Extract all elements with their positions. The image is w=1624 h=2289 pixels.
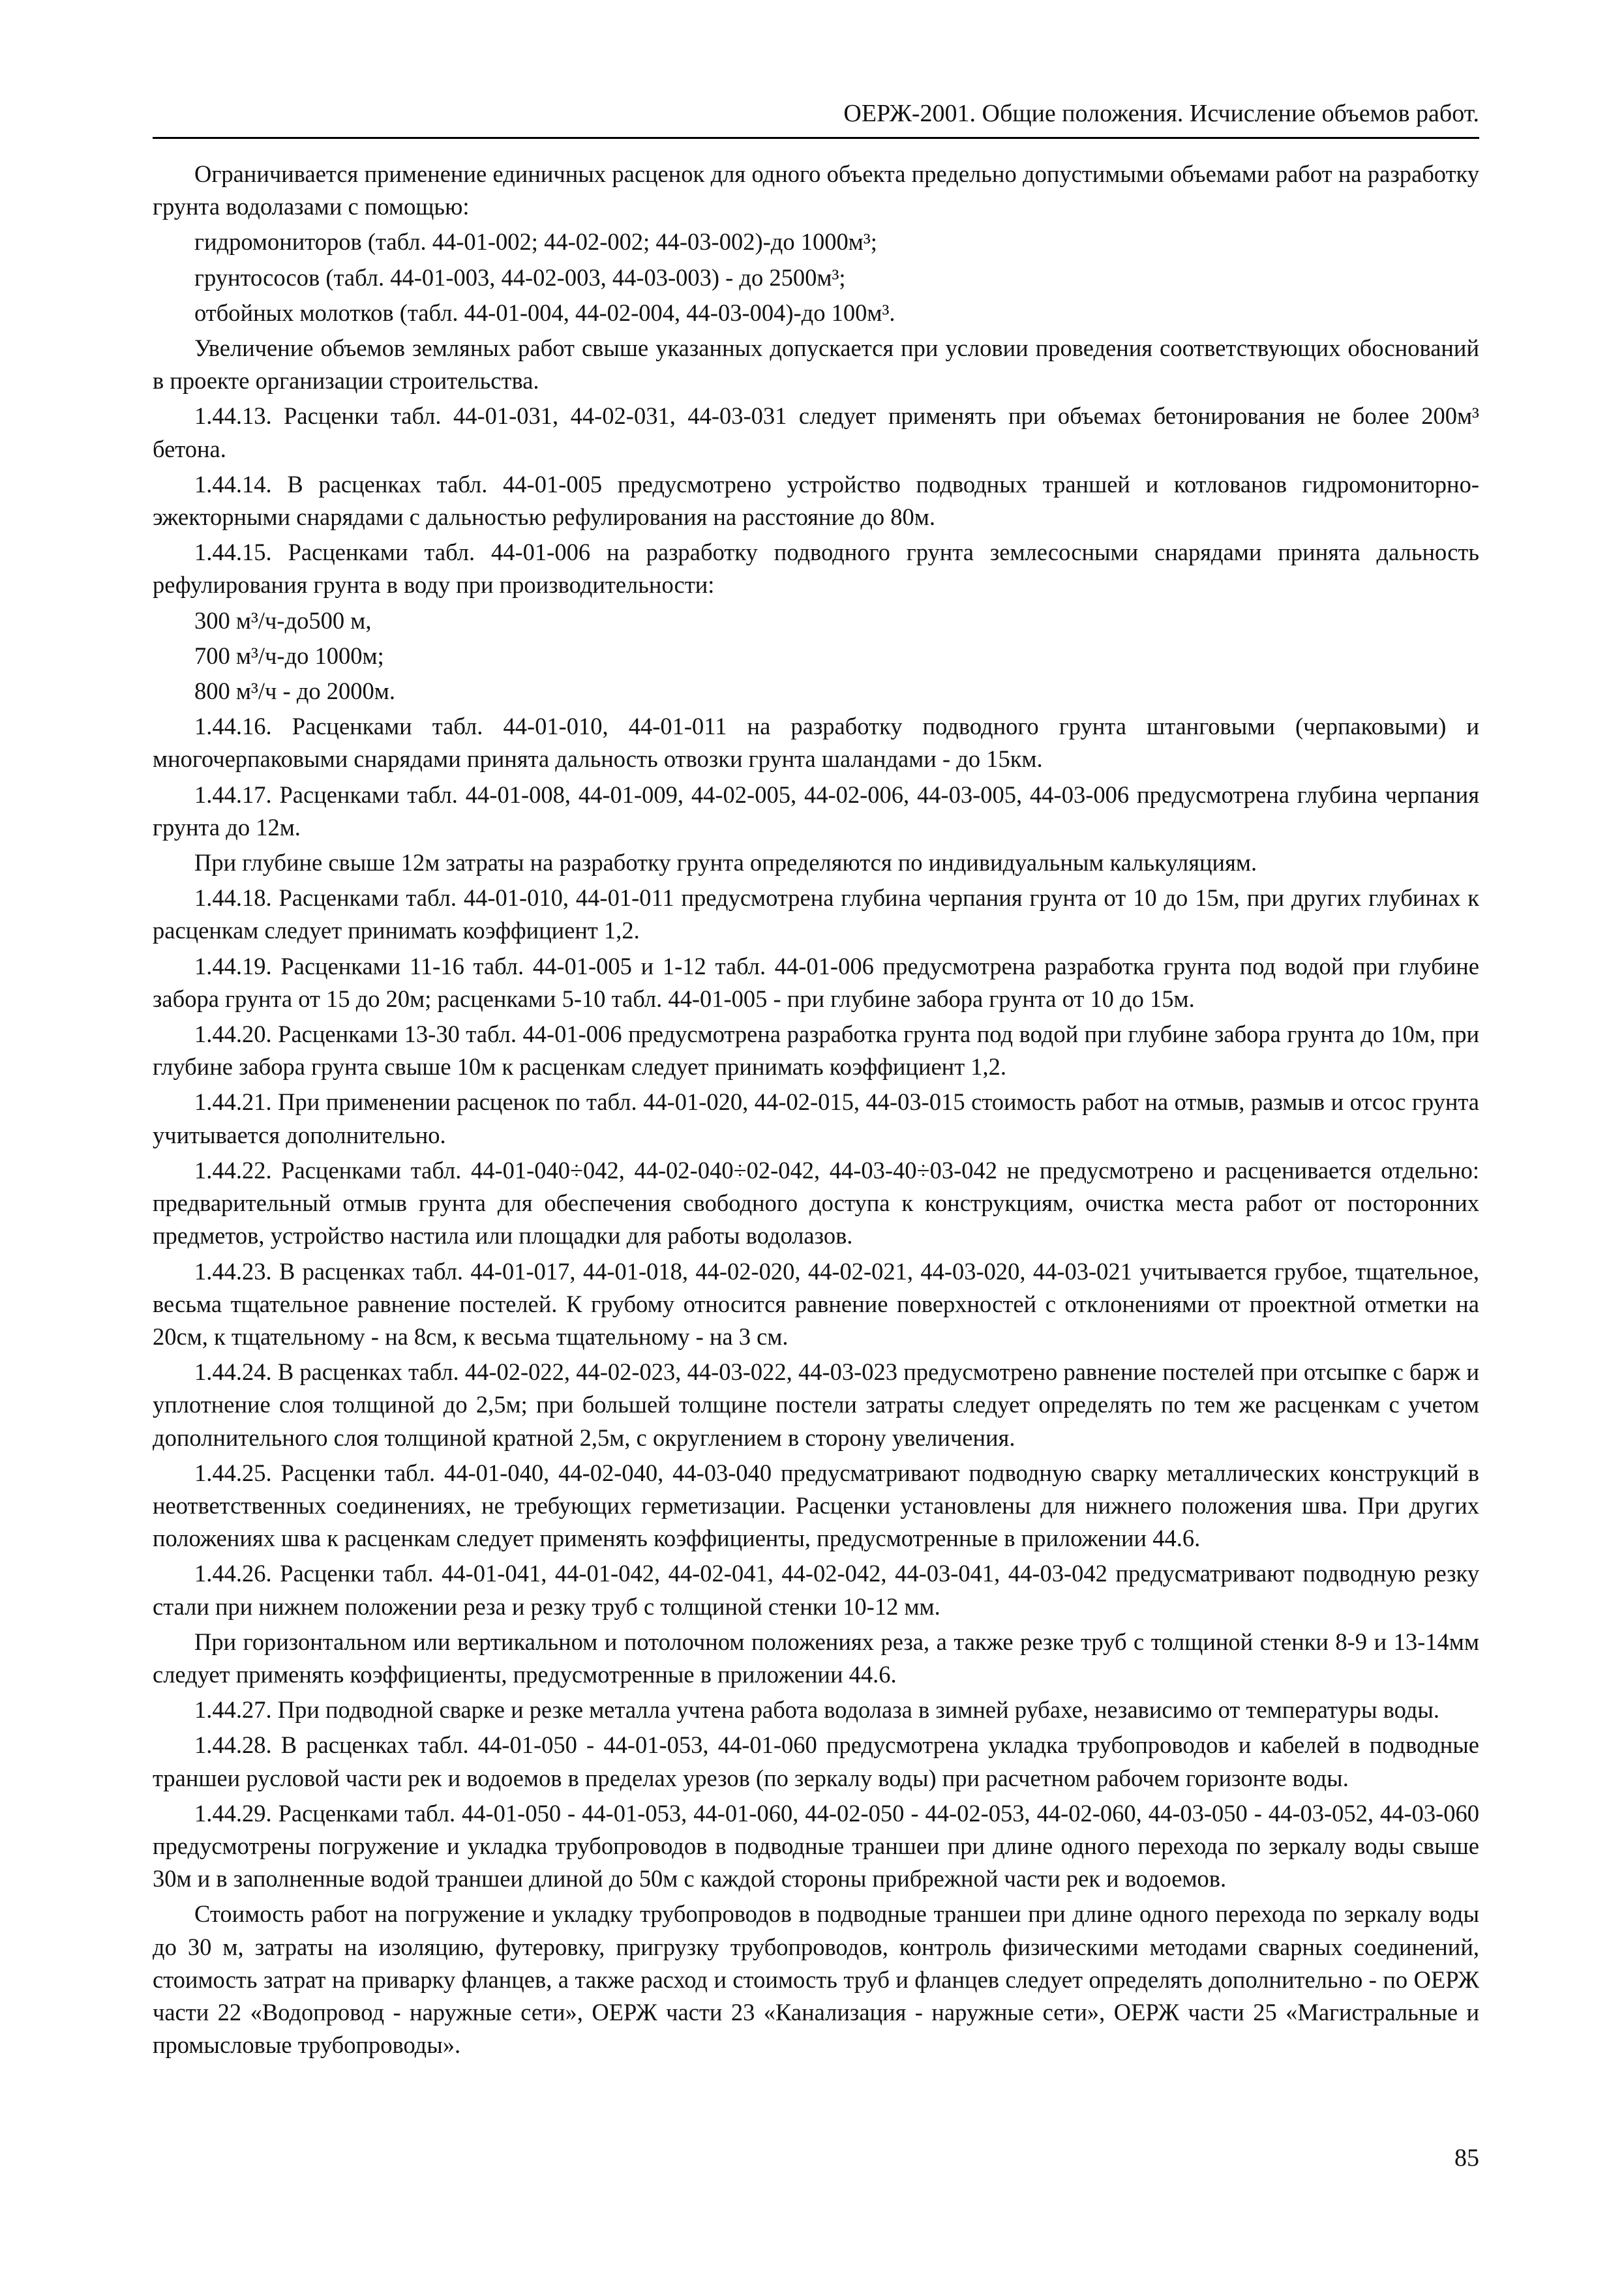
- document-body: [153, 158, 1479, 2064]
- running-header: [153, 95, 1479, 139]
- paragraph: 1.44.18. Расценками табл. 44-01-010, 44-01-011 предусмотрена глубина черпания грунта от 10 до 15м, при других глубинах к расценкам следует принимать коэффициент 1,2.: [153, 884, 1479, 944]
- paragraph: 1.44.22. Расценками табл. 44-01-040÷042, 44-02-040÷02-042, 44-03-40÷03-042 не предусмотрено и расценивается отдельно: предварительный отмыв грунта для обеспечения свободного доступа к конструкциям, очистка места работ от посторонних предметов, устройство настила или площадки для работы водолазов.: [153, 1156, 1479, 1249]
- header-title: ОЕРЖ-2001. Общие положения. Исчисление объемов работ.: [843, 100, 1479, 127]
- list-item: гидромониторов (табл. 44-01-002; 44-02-002; 44-03-002)-до 1000м³;: [194, 228, 877, 256]
- page-number: 85: [1454, 2144, 1479, 2172]
- list-item: 800 м³/ч - до 2000м.: [194, 678, 395, 705]
- paragraph: 1.44.26. Расценки табл. 44-01-041, 44-01-042, 44-02-041, 44-02-042, 44-03-041, 44-03-042 предусматривают подводную резку стали при нижнем положении реза и резку труб с толщиной стенки 10-12 мм.: [153, 1560, 1479, 1620]
- paragraph: 1.44.21. При применении расценок по табл. 44-01-020, 44-02-015, 44-03-015 стоимость работ на отмыв, размыв и отсос грунта учитывается дополнительно.: [153, 1088, 1479, 1148]
- paragraph: 1.44.20. Расценками 13-30 табл. 44-01-006 предусмотрена разработка грунта под водой при глубине забора грунта до 10м, при глубине забора грунта свыше 10м к расценкам следует принимать коэффициент 1,2.: [153, 1021, 1479, 1081]
- paragraph: 1.44.14. В расценках табл. 44-01-005 предусмотрено устройство подводных траншей и котлованов гидромониторно-эжекторными снарядами с дальностью рефулирования на расстояние до 80м.: [153, 470, 1479, 531]
- list-item: отбойных молотков (табл. 44-01-004, 44-02-004, 44-03-004)-до 100м³.: [194, 299, 895, 326]
- paragraph: 1.44.25. Расценки табл. 44-01-040, 44-02-040, 44-03-040 предусматривают подводную сварку металлических конструкций в неответственных соединениях, не требующих герметизации. Расценки установлены для нижнего положения шва. При других положениях шва к расценкам следует применять коэффициенты, предусмотренные в приложении 44.6.: [153, 1459, 1479, 1552]
- list-item: грунтососов (табл. 44-01-003, 44-02-003, 44-03-003) - до 2500м³;: [194, 263, 846, 291]
- paragraph: 1.44.17. Расценками табл. 44-01-008, 44-01-009, 44-02-005, 44-02-006, 44-03-005, 44-03-006 предусмотрена глубина черпания грунта до 12м.: [153, 781, 1479, 841]
- paragraph: 1.44.19. Расценками 11-16 табл. 44-01-005 и 1-12 табл. 44-01-006 предусмотрена разработка грунта под водой при глубине забора грунта от 15 до 20м; расценками 5-10 табл. 44-01-005 - при глубине забора грунта от 10 до 15м.: [153, 952, 1479, 1012]
- paragraph: При горизонтальном или вертикальном и потолочном положениях реза, а также резке труб с толщиной стенки 8-9 и 13-14мм следует применять коэффициенты, предусмотренные в приложении 44.6.: [153, 1628, 1479, 1688]
- paragraph: 1.44.24. В расценках табл. 44-02-022, 44-02-023, 44-03-022, 44-03-023 предусмотрено равнение постелей при отсыпке с барж и уплотнение слоя толщиной до 2,5м; при большей толщине постели затраты следует определять по тем же расценкам с учетом дополнительного слоя толщиной кратной 2,5м, с округлением в сторону увеличения.: [153, 1358, 1479, 1451]
- paragraph: 1.44.28. В расценках табл. 44-01-050 - 44-01-053, 44-01-060 предусмотрена укладка трубопроводов и кабелей в подводные траншеи русловой части рек и водоемов в пределах урезов (по зеркалу воды) при расчетном рабочем горизонте воды.: [153, 1731, 1479, 1791]
- paragraph: 1.44.16. Расценками табл. 44-01-010, 44-01-011 на разработку подводного грунта штанговыми (черпаковыми) и многочерпаковыми снарядами принята дальность отвозки грунта шаландами - до 15км.: [153, 713, 1479, 773]
- paragraph: 1.44.13. Расценки табл. 44-01-031, 44-02-031, 44-03-031 следует применять при объемах бетонирования не более 200м³ бетона.: [153, 402, 1479, 462]
- paragraph: 1.44.27. При подводной сварке и резке металла учтена работа водолаза в зимней рубахе, независимо от температуры воды.: [194, 1696, 1439, 1724]
- list-item: 300 м³/ч-до500 м,: [194, 606, 372, 634]
- paragraph: Стоимость работ на погружение и укладку трубопроводов в подводные траншеи при длине одного перехода по зеркалу воды до 30 м, затраты на изоляцию, футеровку, пригрузку трубопроводов, контроль физическими методами сварных соединений, стоимость затрат на приварку фланцев, а также расход и стоимость труб и фланцев следует определять дополнительно - по ОЕРЖ части 22 «Водопровод - наружные сети», ОЕРЖ части 23 «Канализация - наружные сети», ОЕРЖ части 25 «Магистральные и промысловые трубопроводы».: [153, 1900, 1479, 2059]
- paragraph: Ограничивается применение единичных расценок для одного объекта предельно допустимыми объемами работ на разработку грунта водолазами с помощью:: [153, 160, 1479, 220]
- paragraph: 1.44.15. Расценками табл. 44-01-006 на разработку подводного грунта землесосными снарядами принята дальность рефулирования грунта в воду при производительности:: [153, 539, 1479, 599]
- list-item: 700 м³/ч-до 1000м;: [194, 642, 384, 669]
- paragraph: При глубине свыше 12м затраты на разработку грунта определяются по индивидуальным калькуляциям.: [194, 849, 1257, 876]
- paragraph: 1.44.29. Расценками табл. 44-01-050 - 44-01-053, 44-01-060, 44-02-050 - 44-02-053, 44-02-060, 44-03-050 - 44-03-052, 44-03-060 предусмотрены погружение и укладка трубопроводов в подводные траншеи при длине одного перехода по зеркалу воды свыше 30м и в заполненные водой траншеи длиной до 50м с каждой стороны прибрежной части рек и водоемов.: [153, 1799, 1479, 1893]
- paragraph: 1.44.23. В расценках табл. 44-01-017, 44-01-018, 44-02-020, 44-02-021, 44-03-020, 44-03-021 учитывается грубое, тщательное, весьма тщательное равнение постелей. К грубому относится равнение поверхностей с отклонениями от проектной отметки на 20см, к тщательному - на 8см, к весьма тщательному - на 3 см.: [153, 1257, 1479, 1350]
- paragraph: Увеличение объемов земляных работ свыше указанных допускается при условии проведения соответствующих обоснований в проекте организации строительства.: [153, 335, 1479, 395]
